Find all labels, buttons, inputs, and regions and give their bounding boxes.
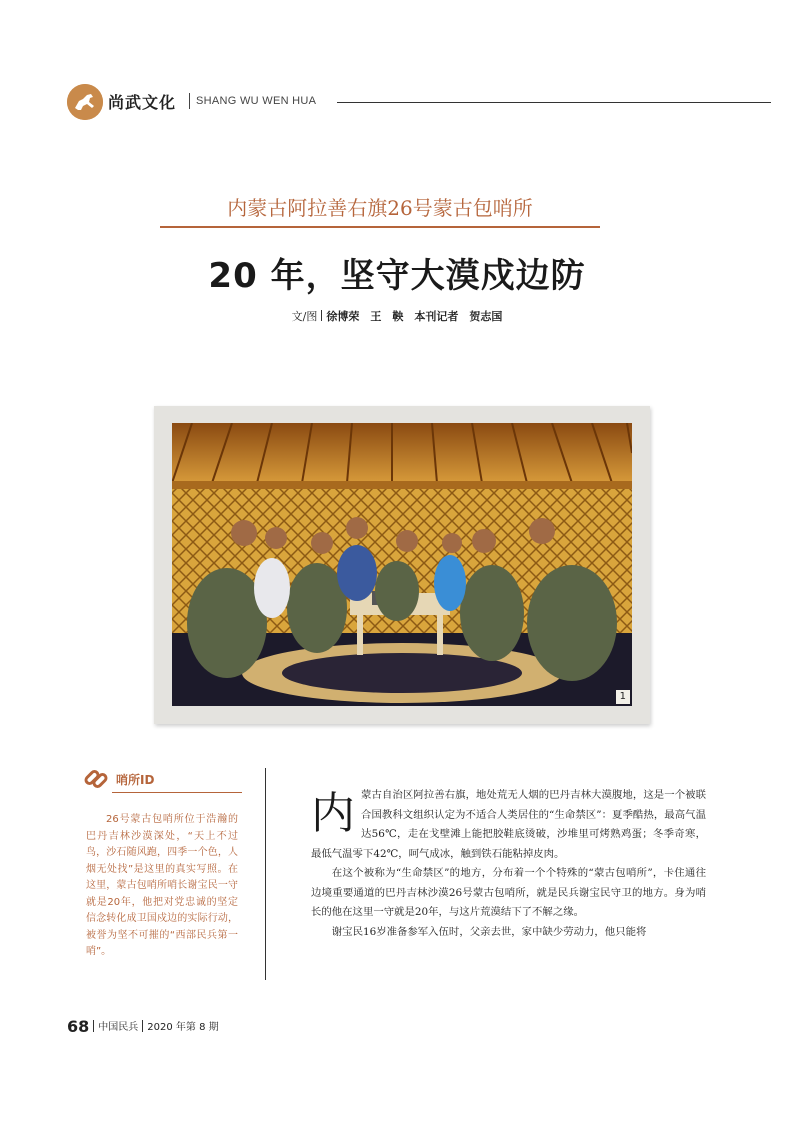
magazine-name: 中国民兵: [98, 1022, 139, 1033]
sidebar-title: 哨所ID: [116, 773, 155, 787]
section-header: [67, 84, 772, 120]
header-rule: [337, 102, 771, 103]
byline-divider: [321, 310, 322, 321]
article-body: [311, 786, 706, 942]
link-icon: [82, 766, 110, 796]
page-number: 68: [67, 1017, 90, 1036]
paragraph-1: 蒙古自治区阿拉善右旗，地处荒无人烟的巴丹吉林大漠腹地，这是一个被联合国教科文组织认定为不适合人类居住的“生命禁区”：夏季酷热，最高气温达56℃，走在戈壁滩上能把胶鞋底烫破，沙堆里可烤熟鸡蛋；冬季奇寒，最低气温零下42℃，呵气成冰，触到铁石能粘掉皮肉。: [311, 789, 706, 860]
byline-prefix: 文/图: [291, 310, 318, 323]
drop-cap: 内: [311, 788, 355, 839]
paragraph-2: 在这个被称为“生命禁区”的地方，分布着一个个特殊的“蒙古包哨所”，卡住通往边境重要通道的巴丹吉林沙漠26号蒙古包哨所，就是民兵谢宝民守卫的地方。身为哨长的他在这里一守就是20年，与这片荒漠结下了不解之缘。: [311, 867, 706, 918]
article-title: 20 年，坚守大漠戍边防: [208, 256, 586, 296]
section-divider: [189, 93, 190, 109]
paragraph-3: 谢宝民16岁准备参军入伍时，父亲去世，家中缺少劳动力，他只能将: [331, 925, 647, 938]
photo-frame: [154, 406, 650, 724]
subtitle-underline: [160, 226, 600, 228]
article-subtitle: 内蒙古阿拉善右旗26号蒙古包哨所: [227, 196, 533, 220]
page-footer: [67, 1017, 219, 1036]
sidebar-rule: [112, 792, 242, 793]
column-divider: [265, 768, 266, 980]
sidebar-text: 26号蒙古包哨所位于浩瀚的巴丹吉林沙漠深处，“天上不过鸟，沙石随风跑，四季一个色，人烟无处找”是这里的真实写照。在这里，蒙古包哨所哨长谢宝民一守就是20年，他把对党忠诚的坚定信念转化成卫国戍边的实际行动，被誉为坚不可摧的“西部民兵第一哨”。: [86, 814, 238, 957]
horse-logo-icon: [67, 84, 103, 120]
byline-authors: 徐博荣 王 鞅 本刊记者 贺志国: [326, 310, 503, 323]
yurt-interior-photo: [172, 423, 632, 706]
photo-number: 1: [616, 690, 630, 704]
section-title: 尚武文化: [108, 93, 177, 112]
section-title-pinyin: SHANG WU WEN HUA: [196, 95, 317, 107]
footer-divider: [93, 1020, 94, 1032]
footer-divider-2: [142, 1020, 143, 1032]
issue-label: 2020 年第 8 期: [147, 1022, 219, 1033]
article-byline: [0, 308, 794, 324]
